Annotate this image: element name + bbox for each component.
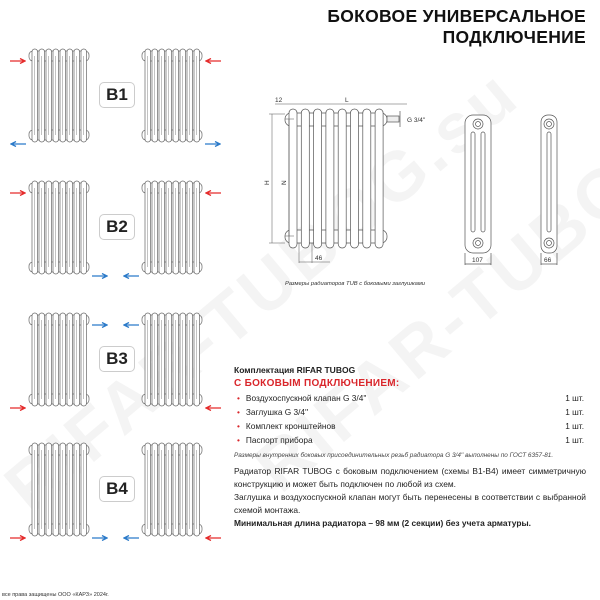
supply-arrow-icon — [10, 528, 26, 534]
return-arrow-icon — [123, 266, 139, 272]
radiator-icon — [28, 442, 90, 537]
description-p1: Радиатор RIFAR TUBOG с боковым подключением (схемы B1-B4) имеет симметричную конструкцию и может быть подключен по любой из схем. — [234, 466, 586, 489]
kit-item — [234, 421, 584, 431]
bullet-icon: • — [237, 393, 240, 403]
supply-arrow-icon — [205, 51, 221, 57]
dim-66: 66 — [544, 257, 552, 264]
radiator-icon — [28, 180, 90, 275]
title-line-2: ПОДКЛЮЧЕНИЕ — [442, 27, 586, 47]
return-arrow-icon — [123, 528, 139, 534]
supply-arrow-icon — [10, 183, 26, 189]
page-title — [327, 6, 586, 48]
kit-item-name: Заглушка G 3/4'' — [245, 407, 309, 417]
return-arrow-icon — [92, 266, 108, 272]
description — [234, 465, 586, 530]
kit-item — [234, 435, 584, 445]
scheme-b1 — [0, 40, 240, 150]
supply-arrow-icon — [205, 183, 221, 189]
kit-heading: Комплектация RIFAR TUBOG — [234, 365, 356, 375]
radiator-icon — [28, 48, 90, 143]
kit-subheading: С БОКОВЫМ ПОДКЛЮЧЕНИЕМ: — [234, 378, 400, 389]
dim-107: 107 — [472, 257, 483, 264]
bullet-icon: • — [237, 421, 240, 431]
dim-L: L — [345, 97, 349, 104]
return-arrow-icon — [205, 134, 221, 140]
title-line-1: БОКОВОЕ УНИВЕРСАЛЬНОЕ — [327, 6, 586, 26]
bullet-icon: • — [237, 407, 240, 417]
radiator-side-view-2-tube — [541, 115, 557, 265]
dim-46: 46 — [315, 255, 323, 262]
radiator-side-view-3-tube — [465, 115, 491, 265]
description-p2: Заглушка и воздухоспускной клапан могут быть перенесены в соответствии с выбранной схемой монтажа. — [234, 492, 586, 515]
supply-arrow-icon — [10, 398, 26, 404]
dim-H: H — [264, 180, 271, 185]
radiator-icon — [141, 48, 203, 143]
return-arrow-icon — [92, 315, 108, 321]
kit-item-name: Паспорт прибора — [245, 435, 313, 445]
return-arrow-icon — [10, 134, 26, 140]
radiator-icon — [141, 442, 203, 537]
dimension-diagram — [255, 95, 600, 295]
kit-item-name: Воздухоспускной клапан G 3/4'' — [245, 393, 367, 403]
copyright: все права защищены ООО «КАРЗ» 2024г. — [2, 592, 109, 598]
scheme-b4 — [0, 434, 240, 544]
scheme-label: B2 — [99, 214, 135, 240]
dim-N: N — [281, 180, 288, 185]
supply-arrow-icon — [10, 51, 26, 57]
scheme-label: B4 — [99, 476, 135, 502]
radiator-icon — [141, 312, 203, 407]
scheme-label: B3 — [99, 346, 135, 372]
return-arrow-icon — [92, 528, 108, 534]
kit-item-name: Комплект кронштейнов — [245, 421, 336, 431]
kit-section — [234, 365, 584, 459]
diagram-caption: Размеры радиаторов TUB с боковыми заглушками — [284, 281, 426, 287]
dim-thread: G 3/4'' — [407, 117, 426, 124]
scheme-b2 — [0, 172, 240, 282]
supply-arrow-icon — [205, 528, 221, 534]
bullet-icon: • — [237, 435, 240, 445]
dim-12: 12 — [275, 97, 283, 104]
kit-item — [234, 393, 584, 403]
radiator-front-view — [285, 109, 400, 248]
kit-item-qty: 1 шт. — [565, 435, 584, 445]
scheme-label: B1 — [99, 82, 135, 108]
kit-note: Размеры внутренних боковых присоединительных резьб радиатора G 3/4'' выполнены по ГОСТ 6357-81. — [234, 452, 554, 459]
kit-item-qty: 1 шт. — [565, 407, 584, 417]
radiator-icon — [28, 312, 90, 407]
kit-item-qty: 1 шт. — [565, 393, 584, 403]
scheme-b3 — [0, 304, 240, 414]
description-p3: Минимальная длина радиатора – 98 мм (2 секции) без учета арматуры. — [234, 518, 531, 528]
supply-arrow-icon — [205, 398, 221, 404]
kit-item — [234, 407, 584, 417]
kit-item-qty: 1 шт. — [565, 421, 584, 431]
return-arrow-icon — [123, 315, 139, 321]
radiator-icon — [141, 180, 203, 275]
